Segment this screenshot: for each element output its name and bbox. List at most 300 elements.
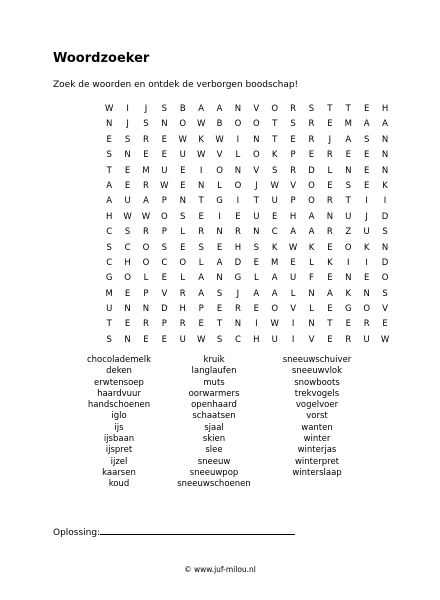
word-list-item: openhaard [191,400,237,411]
grid-letter[interactable]: K [345,288,352,299]
grid-letter[interactable]: H [124,257,131,268]
grid-row [100,281,394,299]
word-list-column-1 [80,355,158,491]
word-list-item: sneeuw [197,456,231,467]
grid-letter[interactable]: E [272,211,278,222]
grid-letter[interactable]: N [234,165,242,176]
grid-letter[interactable]: O [216,165,223,176]
grid-letter[interactable]: N [197,180,205,191]
grid-letter[interactable]: R [143,180,149,191]
grid-letter[interactable]: O [271,104,279,114]
grid-letter[interactable]: B [216,119,223,130]
grid-letter[interactable]: N [345,165,352,176]
grid-letter[interactable]: S [345,180,351,191]
grid-letter[interactable]: S [124,134,131,145]
grid-letter[interactable]: E [308,150,315,161]
grid-row [100,158,394,176]
instruction-text: Zoek de woorden en ontdek de verborgen boodschap! [53,80,299,90]
word-list-item: wanten [301,422,333,433]
word-list-column-3 [278,355,356,479]
grid-letter[interactable]: V [161,288,168,299]
grid-letter[interactable]: O [142,242,150,253]
grid-letter[interactable]: E [363,104,370,114]
grid-letter[interactable]: M [142,165,150,176]
grid-row [100,204,394,222]
grid-letter[interactable]: A [253,288,260,299]
grid-letter[interactable]: O [124,273,131,284]
grid-row [100,250,394,268]
grid-letter[interactable]: D [234,257,242,268]
grid-letter[interactable]: E [327,119,333,130]
grid-letter[interactable]: S [106,150,112,161]
grid-letter[interactable]: L [235,150,241,161]
grid-letter[interactable]: E [327,242,333,253]
grid-letter[interactable]: U [179,150,186,161]
word-list-item: ijsbaan [103,434,135,445]
grid-letter[interactable]: I [218,211,221,222]
grid-letter[interactable]: O [308,196,315,207]
grid-letter[interactable]: W [196,119,206,130]
grid-letter[interactable]: I [365,257,368,268]
grid-letter[interactable]: N [381,165,389,176]
grid-letter[interactable]: O [179,257,187,268]
word-list-item: langlaufen [191,366,237,377]
grid-letter[interactable]: T [327,104,333,114]
grid-letter[interactable]: O [161,211,168,222]
grid-letter[interactable]: O [252,150,260,161]
grid-letter[interactable]: V [253,165,260,176]
grid-letter[interactable]: E [180,242,186,253]
grid-letter[interactable]: T [345,196,351,207]
grid-letter[interactable]: E [327,180,333,191]
grid-letter[interactable]: D [381,211,389,222]
grid-letter[interactable]: O [252,119,260,130]
grid-letter[interactable]: J [126,119,129,130]
grid-letter[interactable]: R [234,227,241,238]
grid-letter[interactable]: U [124,196,131,207]
grid-letter[interactable]: R [308,119,315,130]
grid-letter[interactable]: V [290,180,297,191]
grid-letter[interactable]: L [217,180,222,191]
word-list-item: winterjas [297,445,337,456]
grid-row [100,311,394,330]
grid-letter[interactable]: H [289,211,297,222]
grid-letter[interactable]: U [271,334,278,345]
grid-letter[interactable]: N [234,104,242,114]
solution-label: Oplossing: [53,528,101,538]
grid-letter[interactable]: I [383,196,387,207]
grid-letter[interactable]: S [161,104,168,114]
word-list-item: skien [202,434,226,445]
grid-letter[interactable]: F [309,273,314,284]
grid-letter[interactable]: D [308,165,315,176]
grid-letter[interactable]: G [105,273,113,284]
grid-letter[interactable]: O [179,119,187,130]
word-list-item: sjaal [204,422,224,433]
grid-letter[interactable]: S [382,227,388,238]
grid-letter[interactable]: K [382,180,388,191]
grid-letter[interactable]: L [180,273,186,284]
grid-letter[interactable]: E [253,304,259,315]
grid-row [100,188,394,207]
grid-letter[interactable]: R [326,150,333,161]
grid-letter[interactable]: A [290,227,297,238]
grid-letter[interactable]: L [290,288,296,299]
grid-letter[interactable]: A [198,288,205,299]
grid-letter[interactable]: J [144,104,148,114]
grid-letter[interactable]: K [308,242,315,253]
grid-letter[interactable]: I [291,334,295,345]
grid-letter[interactable]: T [272,119,278,130]
grid-letter[interactable]: W [270,180,279,191]
word-list-item: erwtensoep [94,377,144,388]
word-search-grid [100,96,394,345]
grid-letter[interactable]: A [308,211,315,222]
grid-letter[interactable]: R [198,227,205,238]
grid-letter[interactable]: S [198,242,204,253]
grid-letter[interactable]: E [124,288,131,299]
grid-letter[interactable]: W [380,334,390,345]
grid-letter[interactable]: T [327,319,333,330]
grid-letter[interactable]: U [253,211,260,222]
grid-letter[interactable]: R [143,134,149,145]
grid-row [100,327,394,345]
word-list-item: kaarsen [102,467,136,478]
grid-letter[interactable]: N [179,196,186,207]
grid-letter[interactable]: J [255,180,258,191]
grid-letter[interactable]: I [291,319,295,330]
grid-letter[interactable]: N [124,150,131,161]
grid-letter[interactable]: N [124,334,131,345]
word-list-item: kruik [203,355,225,365]
grid-letter[interactable]: T [216,319,223,330]
grid-letter[interactable]: L [180,227,186,238]
grid-letter[interactable]: E [161,134,168,145]
grid-letter[interactable]: M [271,257,279,268]
grid-letter[interactable]: T [198,196,204,207]
grid-letter[interactable]: E [382,319,388,330]
word-list-item: oorwarmers [188,388,240,399]
grid-letter[interactable]: C [161,257,168,268]
grid-letter[interactable]: G [344,304,352,315]
grid-letter[interactable]: R [363,319,370,330]
grid-letter[interactable]: C [124,242,131,253]
grid-letter[interactable]: T [272,134,278,145]
grid-letter[interactable]: E [253,257,259,268]
word-list-item: iglo [111,411,127,422]
grid-letter[interactable]: O [142,257,150,268]
grid-letter[interactable]: U [179,334,186,345]
grid-row [100,173,394,191]
page-title: Woordzoeker [53,51,150,66]
grid-letter[interactable]: A [308,227,315,238]
word-list-item: trekvogels [294,388,340,399]
grid-letter[interactable]: W [141,211,151,222]
grid-letter[interactable]: B [179,104,186,114]
grid-letter[interactable]: I [199,165,203,176]
grid-letter[interactable]: G [216,196,223,207]
grid-letter[interactable]: E [290,134,296,145]
grid-letter[interactable]: A [326,288,333,299]
grid-letter[interactable]: G [234,273,242,284]
word-list-item: muts [203,377,225,388]
grid-letter[interactable]: J [328,134,332,145]
grid-letter[interactable]: R [308,134,315,145]
grid-letter[interactable]: O [234,119,242,130]
grid-letter[interactable]: P [161,319,167,330]
grid-letter[interactable]: E [143,150,149,161]
grid-letter[interactable]: S [308,104,315,114]
grid-letter[interactable]: E [161,150,168,161]
word-list-item: haardvuur [97,388,141,399]
grid-letter[interactable]: R [143,227,149,238]
grid-letter[interactable]: E [345,319,351,330]
word-list-item: winterpret [294,456,340,467]
grid-letter[interactable]: M [344,119,352,130]
grid-letter[interactable]: I [236,134,240,145]
grid-letter[interactable]: U [271,196,278,207]
grid-letter[interactable]: V [382,304,388,315]
grid-letter[interactable]: E [290,257,296,268]
word-list-item: vorst [306,411,328,422]
grid-letter[interactable]: E [143,334,149,345]
grid-letter[interactable]: R [143,319,149,330]
grid-letter[interactable]: E [235,211,241,222]
grid-letter[interactable]: P [290,150,296,161]
grid-letter[interactable]: E [363,165,370,176]
grid-letter[interactable]: H [381,104,389,114]
grid-letter[interactable]: O [271,304,279,315]
grid-letter[interactable]: W [104,104,114,114]
grid-letter[interactable]: S [106,242,112,253]
grid-letter[interactable]: K [271,150,278,161]
word-list-item: slee [205,445,223,456]
grid-letter[interactable]: W [196,334,206,345]
grid-letter[interactable]: T [345,104,351,114]
grid-letter[interactable]: N [381,150,389,161]
grid-letter[interactable]: E [124,180,131,191]
grid-letter[interactable]: L [198,257,204,268]
grid-letter[interactable]: C [106,227,113,238]
grid-letter[interactable]: R [234,304,241,315]
grid-letter[interactable]: U [363,334,370,345]
grid-letter[interactable]: S [106,334,112,345]
grid-letter[interactable]: T [106,319,112,330]
grid-letter[interactable]: O [344,242,352,253]
grid-letter[interactable]: U [106,304,113,315]
grid-letter[interactable]: V [216,150,223,161]
grid-letter[interactable]: N [106,119,113,130]
grid-letter[interactable]: W [270,319,279,330]
grid-letter[interactable]: H [179,304,186,315]
grid-letter[interactable]: D [381,257,389,268]
grid-letter[interactable]: U [161,165,168,176]
grid-letter[interactable]: N [381,134,389,145]
grid-letter[interactable]: S [143,119,149,130]
grid-letter[interactable]: A [216,257,223,268]
grid-letter[interactable]: K [271,242,278,253]
grid-letter[interactable]: E [161,273,168,284]
grid-letter[interactable]: A [345,134,352,145]
grid-row [100,96,394,114]
grid-letter[interactable]: C [271,227,278,238]
grid-letter[interactable]: J [365,211,368,222]
grid-letter[interactable]: E [345,150,351,161]
grid-letter[interactable]: T [106,165,112,176]
grid-letter[interactable]: E [327,304,333,315]
grid-letter[interactable]: O [381,273,389,284]
grid-letter[interactable]: R [345,334,352,345]
grid-letter[interactable]: A [382,119,388,130]
grid-letter[interactable]: H [234,242,242,253]
grid-letter[interactable]: S [216,334,223,345]
grid-letter[interactable]: K [327,257,333,268]
grid-letter[interactable]: H [253,334,260,345]
grid-letter[interactable]: P [143,288,149,299]
grid-letter[interactable]: A [216,104,223,114]
grid-letter[interactable]: A [271,288,278,299]
grid-letter[interactable]: V [253,104,260,114]
grid-letter[interactable]: A [143,196,149,207]
grid-letter[interactable]: V [308,334,315,345]
grid-letter[interactable]: E [180,165,186,176]
grid-letter[interactable]: E [327,273,333,284]
grid-letter[interactable]: L [327,165,333,176]
grid-letter[interactable]: R [290,165,297,176]
grid-letter[interactable]: H [105,211,113,222]
grid-letter[interactable]: N [363,288,370,299]
grid-letter[interactable]: L [309,304,314,315]
grid-letter[interactable]: D [161,304,168,315]
grid-letter[interactable]: S [180,211,186,222]
word-list-item: ijspret [105,445,133,456]
grid-letter[interactable]: E [216,304,223,315]
grid-letter[interactable]: E [161,334,168,345]
grid-letter[interactable]: E [180,180,186,191]
grid-letter[interactable]: E [363,180,370,191]
grid-letter[interactable]: E [363,150,370,161]
grid-letter[interactable]: N [345,273,352,284]
grid-letter[interactable]: A [198,273,205,284]
grid-letter[interactable]: N [308,288,315,299]
grid-letter[interactable]: E [124,165,131,176]
grid-letter[interactable]: L [253,273,259,284]
grid-letter[interactable]: N [234,319,242,330]
grid-letter[interactable]: S [290,119,296,130]
grid-row [100,111,394,130]
grid-letter[interactable]: R [179,288,186,299]
grid-letter[interactable]: A [106,196,113,207]
grid-letter[interactable]: N [216,227,223,238]
grid-letter[interactable]: K [363,242,370,253]
grid-letter[interactable]: R [326,227,333,238]
grid-letter[interactable]: I [126,104,129,114]
grid-letter[interactable]: O [363,304,371,315]
grid-letter[interactable]: W [215,134,224,145]
grid-letter[interactable]: O [234,180,242,191]
grid-letter[interactable]: J [236,288,240,299]
grid-letter[interactable]: P [161,227,167,238]
grid-letter[interactable]: S [161,242,168,253]
grid-letter[interactable]: U [363,227,370,238]
grid-letter[interactable]: P [290,196,296,207]
grid-letter[interactable]: E [198,211,204,222]
grid-letter[interactable]: I [347,257,350,268]
grid-letter[interactable]: E [198,319,204,330]
grid-letter[interactable]: E [106,134,112,145]
grid-letter[interactable]: S [124,227,131,238]
word-list-item: ijzel [110,456,128,467]
grid-letter[interactable]: L [309,257,314,268]
grid-letter[interactable]: W [178,134,187,145]
grid-letter[interactable]: W [196,150,206,161]
word-list-item: sneeuwschoenen [177,479,251,490]
grid-letter[interactable]: C [106,257,113,268]
grid-letter[interactable]: W [288,242,298,253]
grid-letter[interactable]: E [327,334,333,345]
grid-letter[interactable]: N [142,304,150,315]
grid-letter[interactable]: A [106,180,113,191]
grid-letter[interactable]: W [123,211,132,222]
grid-letter[interactable]: A [198,104,205,114]
grid-letter[interactable]: S [363,134,370,145]
grid-letter[interactable]: N [216,273,223,284]
grid-letter[interactable]: N [308,319,315,330]
grid-letter[interactable]: K [198,134,204,145]
grid-letter[interactable]: R [326,196,333,207]
grid-letter[interactable]: P [198,304,204,315]
grid-letter[interactable]: T [253,196,259,207]
grid-letter[interactable]: I [365,196,368,207]
grid-letter[interactable]: C [234,334,241,345]
grid-letter[interactable]: M [105,288,113,299]
grid-letter[interactable]: N [381,242,389,253]
grid-letter[interactable]: O [308,180,315,191]
grid-letter[interactable]: E [216,242,223,253]
solution-area [53,525,295,538]
solution-answer-line[interactable] [100,525,295,535]
grid-letter[interactable]: N [253,227,260,238]
grid-letter[interactable]: N [253,134,260,145]
grid-letter[interactable]: S [382,288,388,299]
word-list-item: snowboots [294,377,340,388]
grid-letter[interactable]: S [216,288,223,299]
grid-row [100,296,394,315]
grid-letter[interactable]: Z [345,227,352,238]
grid-letter[interactable]: I [236,196,240,207]
grid-letter[interactable]: P [161,196,167,207]
grid-row [100,265,394,284]
grid-letter[interactable]: U [345,211,352,222]
grid-letter[interactable]: E [363,273,370,284]
grid-letter[interactable]: N [326,211,334,222]
grid-letter[interactable]: A [271,273,278,284]
grid-letter[interactable]: W [160,180,169,191]
grid-letter[interactable]: A [363,119,370,130]
grid-letter[interactable]: L [143,273,149,284]
grid-letter[interactable]: E [124,319,131,330]
word-list-item: vogelvoer [295,400,339,411]
grid-letter[interactable]: I [255,319,258,330]
grid-letter[interactable]: N [124,304,131,315]
grid-letter[interactable]: S [253,242,260,253]
grid-letter[interactable]: S [272,165,278,176]
grid-letter[interactable]: N [161,119,168,130]
grid-letter[interactable]: V [290,304,297,315]
grid-letter[interactable]: U [289,273,297,284]
grid-letter[interactable]: R [179,319,186,330]
grid-letter[interactable]: R [290,104,297,114]
